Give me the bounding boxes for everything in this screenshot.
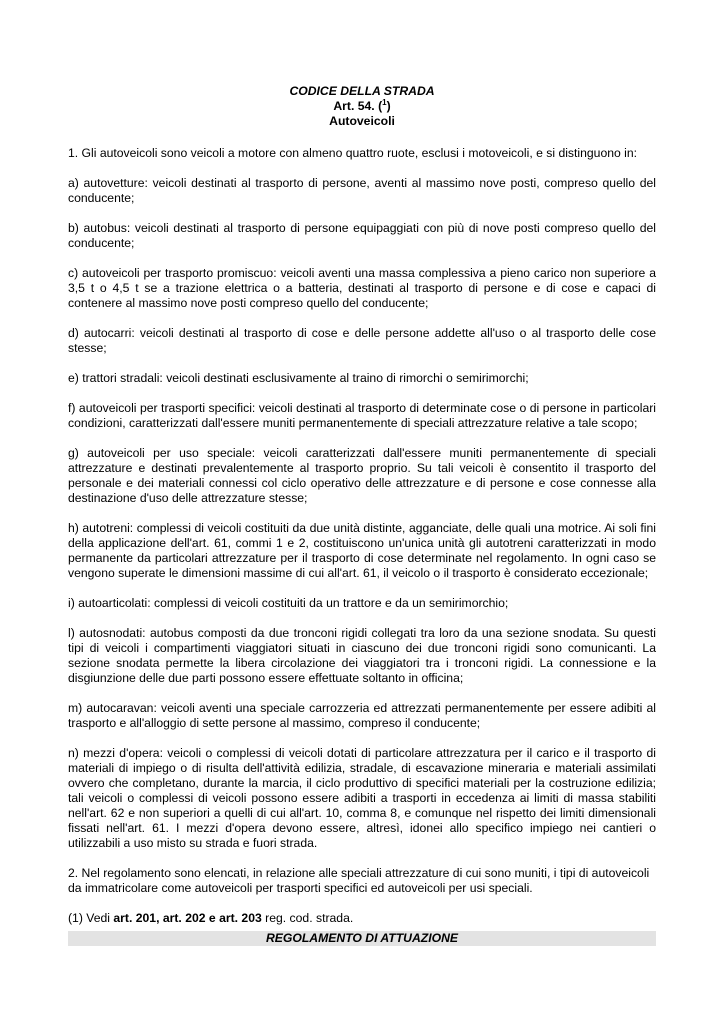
paragraph-m: m) autocaravan: veicoli aventi una speciale carrozzeria ed attrezzati permanentemente per essere adibiti al trasporto e all'alloggio di sette persone al massimo, compreso il conducente;: [68, 701, 656, 730]
article-heading-close: ): [386, 99, 391, 113]
paragraph-n: n) mezzi d'opera: veicoli o complessi di veicoli dotati di particolare attrezzatura per il carico e il trasporto di materiali di impiego o di risulta dell'attività edilizia, stradale, di escavazione mineraria e materiali assimilati ovvero che completano, durante la marcia, il ciclo produttivo di specifici materiali per la costruzione edilizia; tali veicoli o complessi di veicoli possono essere adibiti a trasporti in eccedenza ai limiti di massa stabiliti nell'art. 62 e non superiori a quelli di cui all'art. 10, comma 8, e comunque nel rispetto dei limiti dimensionali fissati nell'art. 61. I mezzi d'opera devono essere, altresì, idonei allo specifico impiego nei cantieri o utilizzabili a uso misto su strada e fuori strada.: [68, 746, 656, 850]
document-header: [0, 84, 724, 129]
footnote-suffix: reg. cod. strada.: [261, 911, 354, 925]
paragraph-e: e) trattori stradali: veicoli destinati esclusivamente al traino di rimorchi o semirimorchi;: [68, 371, 529, 385]
paragraph-c: c) autoveicoli per trasporto promiscuo: veicoli aventi una massa complessiva a pieno carico non superiore a 3,5 t o 4,5 t se a trazione elettrica o a batteria, destinati al trasporto di persone e di cose e capaci di contenere al massimo nove posti compreso quello del conducente;: [68, 266, 656, 310]
paragraph-i: i) autoarticolati: complessi di veicoli costituiti da un trattore e da un semirimorchio;: [68, 596, 509, 610]
paragraph-a: a) autovetture: veicoli destinati al trasporto di persone, aventi al massimo nove posti, compreso quello del conducente;: [68, 176, 656, 205]
paragraph-b: b) autobus: veicoli destinati al trasporto di persone equipaggiati con più di nove posti compreso quello del conducente;: [68, 221, 656, 250]
footnote-prefix: (1) Vedi: [68, 911, 114, 925]
paragraph-l: l) autosnodati: autobus composti da due tronconi rigidi collegati tra loro da una sezione snodata. Su questi tipi di veicoli i compartimenti viaggiatori situati in ciascuno dei due tronconi rigidi sono comunicanti. La sezione snodata permette la libera circolazione dei viaggiatori tra i tronconi rigidi. La connessione e la disgiunzione delle due parti possono essere effettuate soltanto in officina;: [68, 626, 656, 685]
document-title: CODICE DELLA STRADA: [289, 84, 435, 98]
footnote-articles-link: art. 201, art. 202 e art. 203: [113, 911, 262, 925]
paragraph-h: h) autotreni: complessi di veicoli costituiti da due unità distinte, agganciate, delle quali una motrice. Ai soli fini della applicazione dell'art. 61, commi 1 e 2, costituiscono un'unica unità gli autotreni caratterizzati in modo permanente da particolari attrezzature per il trasporto di cose determinate nel regolamento. In ogni caso se vengono superate le dimensioni massime di cui all'art. 61, il veicolo o il trasporto è considerato eccezionale;: [68, 521, 656, 580]
article-heading: [0, 99, 724, 114]
article-number: Art. 54. (: [333, 99, 383, 113]
paragraph-intro: 1. Gli autoveicoli sono veicoli a motore con almeno quattro ruote, esclusi i motoveicoli, e si distinguono in:: [68, 146, 638, 160]
paragraph-g: g) autoveicoli per uso speciale: veicoli caratterizzati dall'essere muniti permanentemente di speciali attrezzature e destinati prevalentemente al trasporto proprio. Su tali veicoli è consentito il trasporto del personale e dei materiali connessi col ciclo operativo delle attrezzature e di persone e cose connesse alla destinazione d'uso delle attrezzature stesse;: [68, 446, 656, 505]
footnote-reference: 1: [382, 97, 387, 107]
paragraph-2: 2. Nel regolamento sono elencati, in relazione alle speciali attrezzature di cui sono muniti, i tipi di autoveicoli da immatricolare come autoveicoli per trasporti specifici ed autoveicoli per usi speciali.: [68, 866, 650, 895]
regulation-section-heading: REGOLAMENTO DI ATTUAZIONE: [68, 931, 656, 946]
footnote: [68, 911, 656, 926]
paragraph-f: f) autoveicoli per trasporti specifici: veicoli destinati al trasporto di determinate cose o di persone in particolari condizioni, caratterizzati dall'essere muniti permanentemente di speciali attrezzature relative a tale scopo;: [68, 401, 656, 430]
article-subtitle: Autoveicoli: [329, 114, 395, 128]
paragraph-d: d) autocarri: veicoli destinati al trasporto di cose e delle persone addette all'uso o al trasporto delle cose stesse;: [68, 326, 656, 355]
article-body: [68, 146, 656, 941]
